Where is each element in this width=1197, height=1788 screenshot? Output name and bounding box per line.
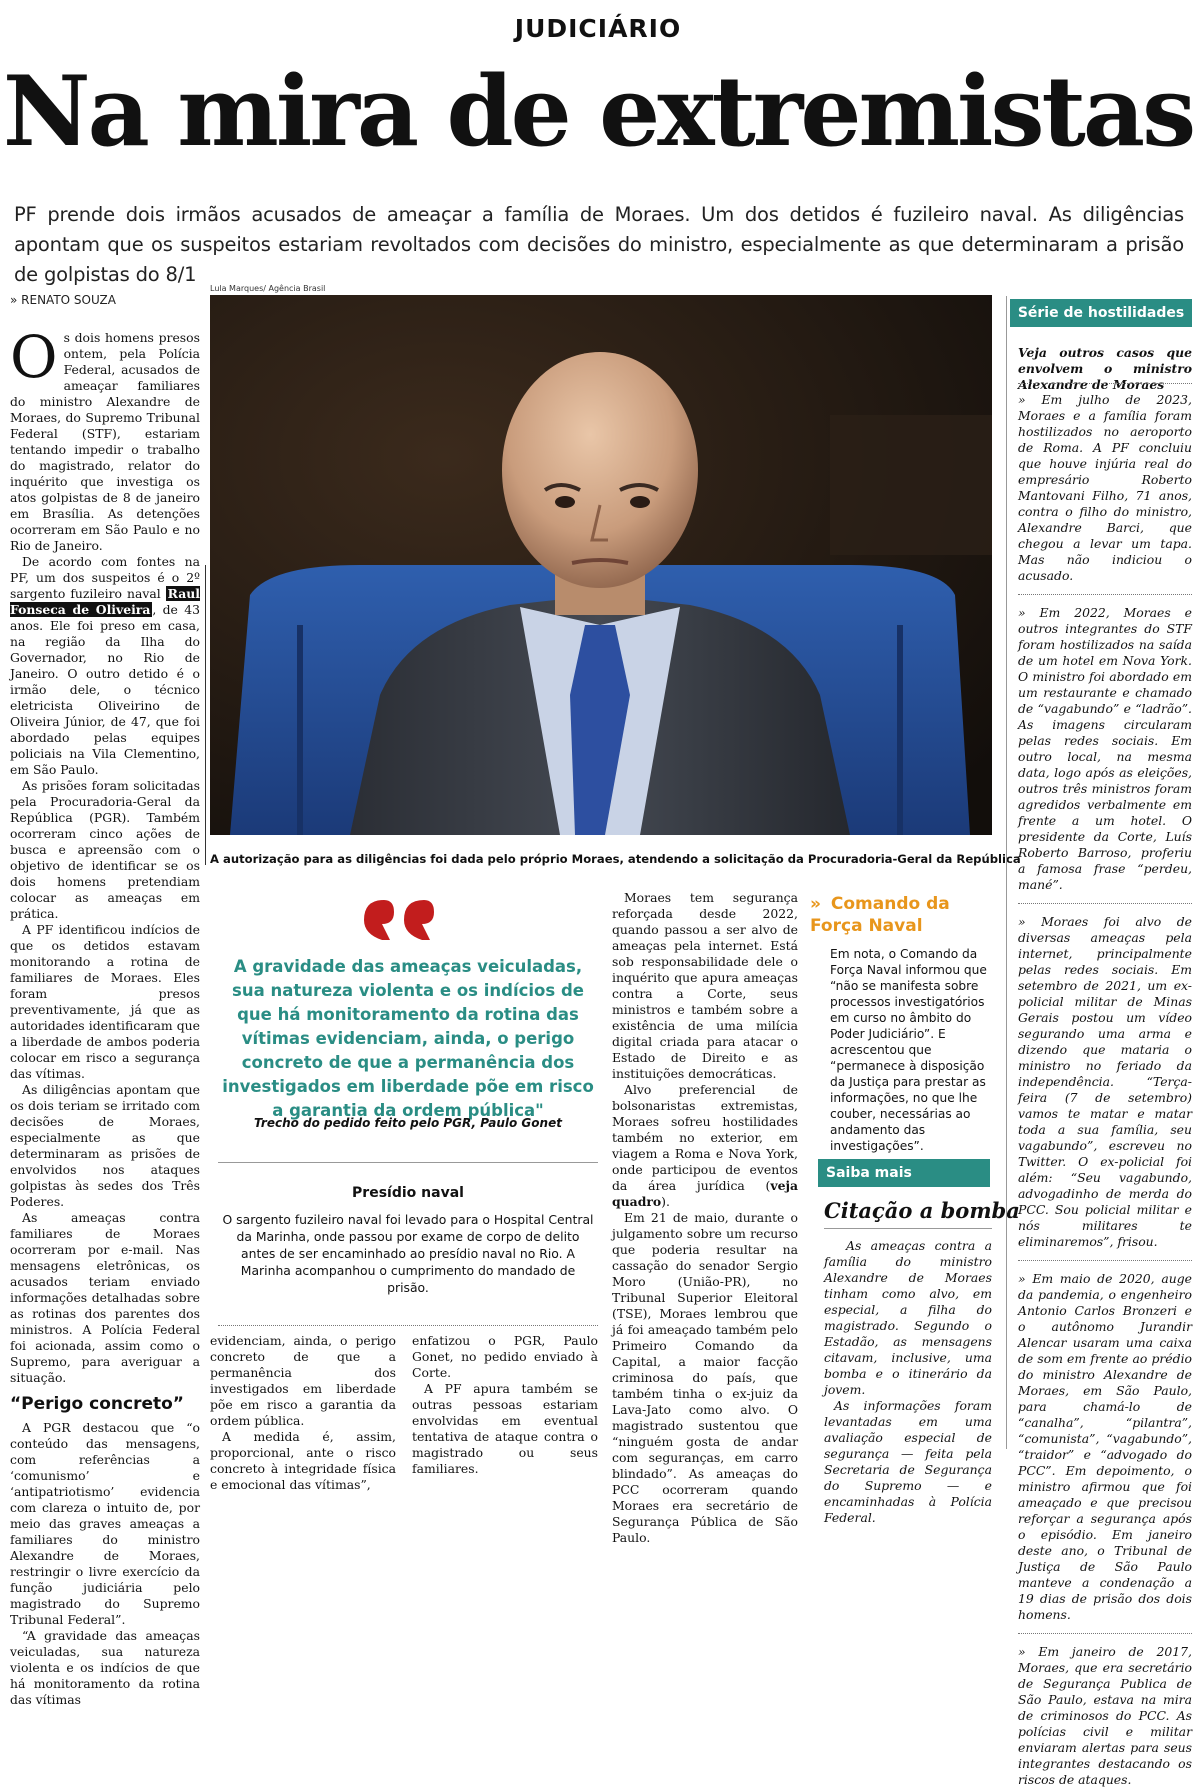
presidio-title: Presídio naval — [352, 1185, 464, 1201]
saiba-mais-text — [824, 1238, 992, 1526]
col1-p2a: De acordo com fontes na PF, um dos suspeitos é o 2º sargento fuzileiro naval — [10, 554, 200, 601]
col2b-p1: evidenciam, ainda, o perigo concreto de que a permanência dos investigados em liberdade põe em risco a garantia da ordem pública. — [210, 1333, 396, 1428]
saiba-mais-p1: As ameaças contra a família do ministro Alexandre de Moraes tinham como alvo, em especial, a filha do magistrado. Segundo o Estadão, as mensagens citavam, inclusive, uma bomba e o itinerário da jovem. — [824, 1238, 992, 1397]
col3b-p2: A PF apura também se outras pessoas estariam envolvidas em eventual tentativa de ataque contra o magistrado ou seus familiares. — [412, 1381, 598, 1476]
column-1 — [10, 323, 200, 1707]
col4-p2b: ). — [661, 1194, 670, 1209]
section-label: JUDICIÁRIO — [514, 14, 682, 43]
subhead-perigo: “Perigo concreto” — [10, 1394, 184, 1414]
serie-items — [1018, 392, 1192, 1787]
serie-subtitle: Veja outros casos que envolvem o ministro Alexandre de Moraes — [1018, 345, 1192, 392]
photo-illustration — [210, 295, 992, 835]
saiba-mais-title: Citação a bomba — [824, 1198, 1020, 1223]
byline: » RENATO SOUZA — [10, 293, 116, 307]
quote-attribution: Trecho do pedido feito pelo PGR, Paulo Gonet — [254, 1116, 562, 1130]
column-3b — [412, 1333, 598, 1476]
saiba-mais-label: Saiba mais — [818, 1159, 990, 1187]
saiba-mais-p2: As informações foram levantadas em uma avaliação especial de segurança — feita pela Secretaria de Segurança do Supremo — e encaminhadas à Polícia Federal. — [824, 1398, 992, 1525]
presidio-bottom-rule — [218, 1325, 598, 1326]
quote-marks-icon — [360, 896, 440, 948]
photo-moraes — [210, 295, 992, 835]
col1-p2b: , de 43 anos. Ele foi preso em casa, na região da Ilha do Governador, no Rio de Janeiro. O outro detido é o irmão dele, o técnico eletricista Oliveirino de Oliveira Júnior, de 47, que foi abordado pelas equipes policiais na Vila Clementino, em São Paulo. — [10, 602, 200, 777]
pull-quote: A gravidade das ameaças veiculadas, sua natureza violenta e os indícios de que há monitoramento da rotina das vítimas evidenciam, ainda, o perigo concreto de que a permanência dos investigados em liberdade põe em risco a garantia da ordem pública" — [222, 957, 594, 1120]
serie-item: » Em janeiro de 2017, Moraes, que era secretário de Segurança Publica de São Paulo, estava na mira de criminosos do PCC. As polícias civil e militar enviaram alertas para seus integrantes destacando os riscos de ataques. — [1018, 1644, 1192, 1787]
presidio-text: O sargento fuzileiro naval foi levado para o Hospital Central da Marinha, onde passou por exame de corpo de delito antes de ser encaminhado ao presídio naval no Rio. A Marinha acompanhou o cumprimento do mandado de prisão. — [222, 1212, 594, 1295]
presidio-box — [218, 1162, 598, 1296]
serie-item: » Moraes foi alvo de diversas ameaças pela internet, principalmente pelas redes sociais. Em setembro de 2021, um ex-policial militar de Minas Gerais postou um vídeo segurando uma arma e dizendo que mataria o ministro no feriado da independência. “Terça-feira (7 de setembro) vamos te matar e matar toda a sua família, seu vagabundo”, escreveu no Twitter. O ex-policial foi além: “Seu vagabundo, advogadinho de merda do PCC. Sou policial militar e nós militares te eliminaremos”, frisou. — [1018, 914, 1192, 1249]
forca-naval-heading: Comando da Força Naval — [810, 894, 950, 936]
col1-p4: A PF identificou indícios de que os detidos estavam monitorando a rotina de familiares de Moraes. Eles foram presos preventivamente, já que as autoridades identificaram que a liberdade de ambos poderia colocar em risco a segurança das vítimas. — [10, 922, 200, 1081]
highlighted-name: Raul Fonseca de Oliveira — [10, 586, 200, 617]
dropcap: O — [10, 323, 58, 391]
serie-label: Série de hostilidades — [1010, 299, 1192, 327]
deck: PF prende dois irmãos acusados de ameaçar a família de Moraes. Um dos detidos é fuzileiro naval. As diligências apontam que os suspeitos estariam revoltados com decisões do ministro, especialmente as que determinaram a prisão de golpistas do 8/1 — [14, 203, 1184, 286]
col1-p7: A PGR destacou que “o conteúdo das mensagens, com referências a ‘comunismo’ e ‘antipatriotismo’ evidencia com clareza o intuito de, por meio das graves ameaças a familiares do ministro Alexandre de Moraes, restringir o livre exercício da função judiciária pelo magistrado do Supremo Tribunal Federal”. — [10, 1420, 200, 1627]
column-4 — [612, 890, 798, 1545]
col4-p3: Em 21 de maio, durante o julgamento sobre um recurso que poderia resultar na cassação do senador Sergio Moro (União-PR), no Tribunal Superior Eleitoral (TSE), Moraes lembrou que já foi ameaçado também pelo Primeiro Comando da Capital, a maior facção criminosa do país, que também tinha o ex-juiz da Lava-Jato como alvo. O magistrado sustentou que “ninguém gosta de andar com seguranças, em carro blindado”. As ameaças do PCC ocorreram quando Moraes era secretário de Segurança Pública de São Paulo. — [612, 1210, 798, 1545]
serie-item: » Em julho de 2023, Moraes e a família foram hostilizados no aeroporto de Roma. A PF concluiu que houve injúria real do empresário Roberto Mantovani Filho, 71 anos, contra o filho do ministro, Alexandre Barci, que chegou a levar um tapa. Mas não indiciou o acusado. — [1018, 392, 1192, 583]
saiba-mais-rule — [824, 1228, 992, 1229]
col1-p8: “A gravidade das ameaças veiculadas, sua natureza violenta e os indícios de que há monitoramento da rotina das vítimas — [10, 1628, 200, 1707]
photo-credit: Lula Marques/ Agência Brasil — [210, 284, 326, 293]
col2b-p2: A medida é, assim, proporcional, ante o risco concreto à integridade física e emocional das vítimas”, — [210, 1429, 396, 1492]
column-divider — [205, 565, 206, 865]
photo-caption: A autorização para as diligências foi dada pelo próprio Moraes, atendendo a solicitação da Procuradoria-Geral da República — [210, 852, 1021, 866]
col4-p2a: Alvo preferencial de bolsonaristas extremistas, Moraes sofreu hostilidades também no exterior, em viagem a Roma e Nova York, onde participou de eventos da área jurídica ( — [612, 1082, 798, 1193]
col4-p2-bold: veja quadro — [612, 1178, 798, 1209]
col1-p6: As ameaças contra familiares de Moraes ocorreram por e-mail. Nas mensagens eletrônicas, os acusados teriam enviado informações detalhadas sobre as rotinas dos parentes dos ministros. A Polícia Federal foi acionada, assim como o Supremo, para averiguar a situação. — [10, 1210, 200, 1385]
column-2b — [210, 1333, 396, 1492]
col1-p1: s dois homens presos ontem, pela Polícia Federal, acusados de ameaçar familiares do ministro Alexandre de Moraes, do Supremo Tribunal Federal (STF), estariam tentando impedir o trabalho do magistrado, relator do inquérito que investiga os atos golpistas de 8 de janeiro em Brasília. As detenções ocorreram em São Paulo e no Rio de Janeiro. — [10, 330, 200, 553]
forca-naval-title — [810, 893, 990, 937]
serie-item: » Em 2022, Moraes e outros integrantes do STF foram hostilizados na saída de um hotel em Nova York. O ministro foi abordado em um restaurante e chamado de “vagabundo” e “ladrão”. As imagens circularam pelas redes sociais. Em outro local, na mesma data, logo após as eleições, outros três ministros foram agredidos verbalmente em frente a um hotel. O presidente da Corte, Luís Roberto Barroso, proferiu a famosa frase “perdeu, mané”. — [1018, 605, 1192, 892]
col1-p3: As prisões foram solicitadas pela Procuradoria-Geral da República (PGR). Também ocorreram cinco ações de busca e apreensão com o objetivo de identificar se os dois homens pretendiam colocar as ameaças em prática. — [10, 778, 200, 921]
forca-naval-prefix: » — [810, 894, 821, 914]
serie-sub-rule — [1018, 383, 1192, 384]
forca-naval-text: Em nota, o Comando da Força Naval informou que “não se manifesta sobre processos investigatórios em curso no âmbito do Poder Judiciário”. E acrescentou que “permanece à disposição da Justiça para prestar as informações, no que lhe couber, necessárias ao andamento das investigações”. — [830, 947, 987, 1153]
col3b-p1: enfatizou o PGR, Paulo Gonet, no pedido enviado à Corte. — [412, 1333, 598, 1380]
col4-p1: Moraes tem segurança reforçada desde 2022, quando passou a ser alvo de ameaças pela internet. Está sob responsabilidade dele o inquérito que apura ameaças contra a Corte, seus ministros e também sobre a existência de uma milícia digital criada para atacar o Estado de Direito e as instituições democráticas. — [612, 890, 798, 1081]
headline: Na mira de extremistas — [2, 55, 1194, 168]
serie-item: » Em maio de 2020, auge da pandemia, o engenheiro Antonio Carlos Bronzeri e o autônomo Jurandir Alencar usaram uma caixa de som em frente ao prédio do ministro Alexandre de Moraes, em São Paulo, para chamá-lo de “canalha”, “pilantra”, “comunista”, “vagabundo”, “traidor” e “advogado do PCC”. Em depoimento, o ministro afirmou que foi ameaçado e que precisou reforçar a segurança após o episódio. Em janeiro deste ano, o Tribunal de Justiça de São Paulo manteve a condenação a 19 dias de prisão dos dois homens. — [1018, 1271, 1192, 1622]
col1-p5: As diligências apontam que os dois teriam se irritado com decisões de Moraes, especialmente as que determinaram as prisões de envolvidos nos ataques golpistas às sedes dos Três Poderes. — [10, 1082, 200, 1209]
